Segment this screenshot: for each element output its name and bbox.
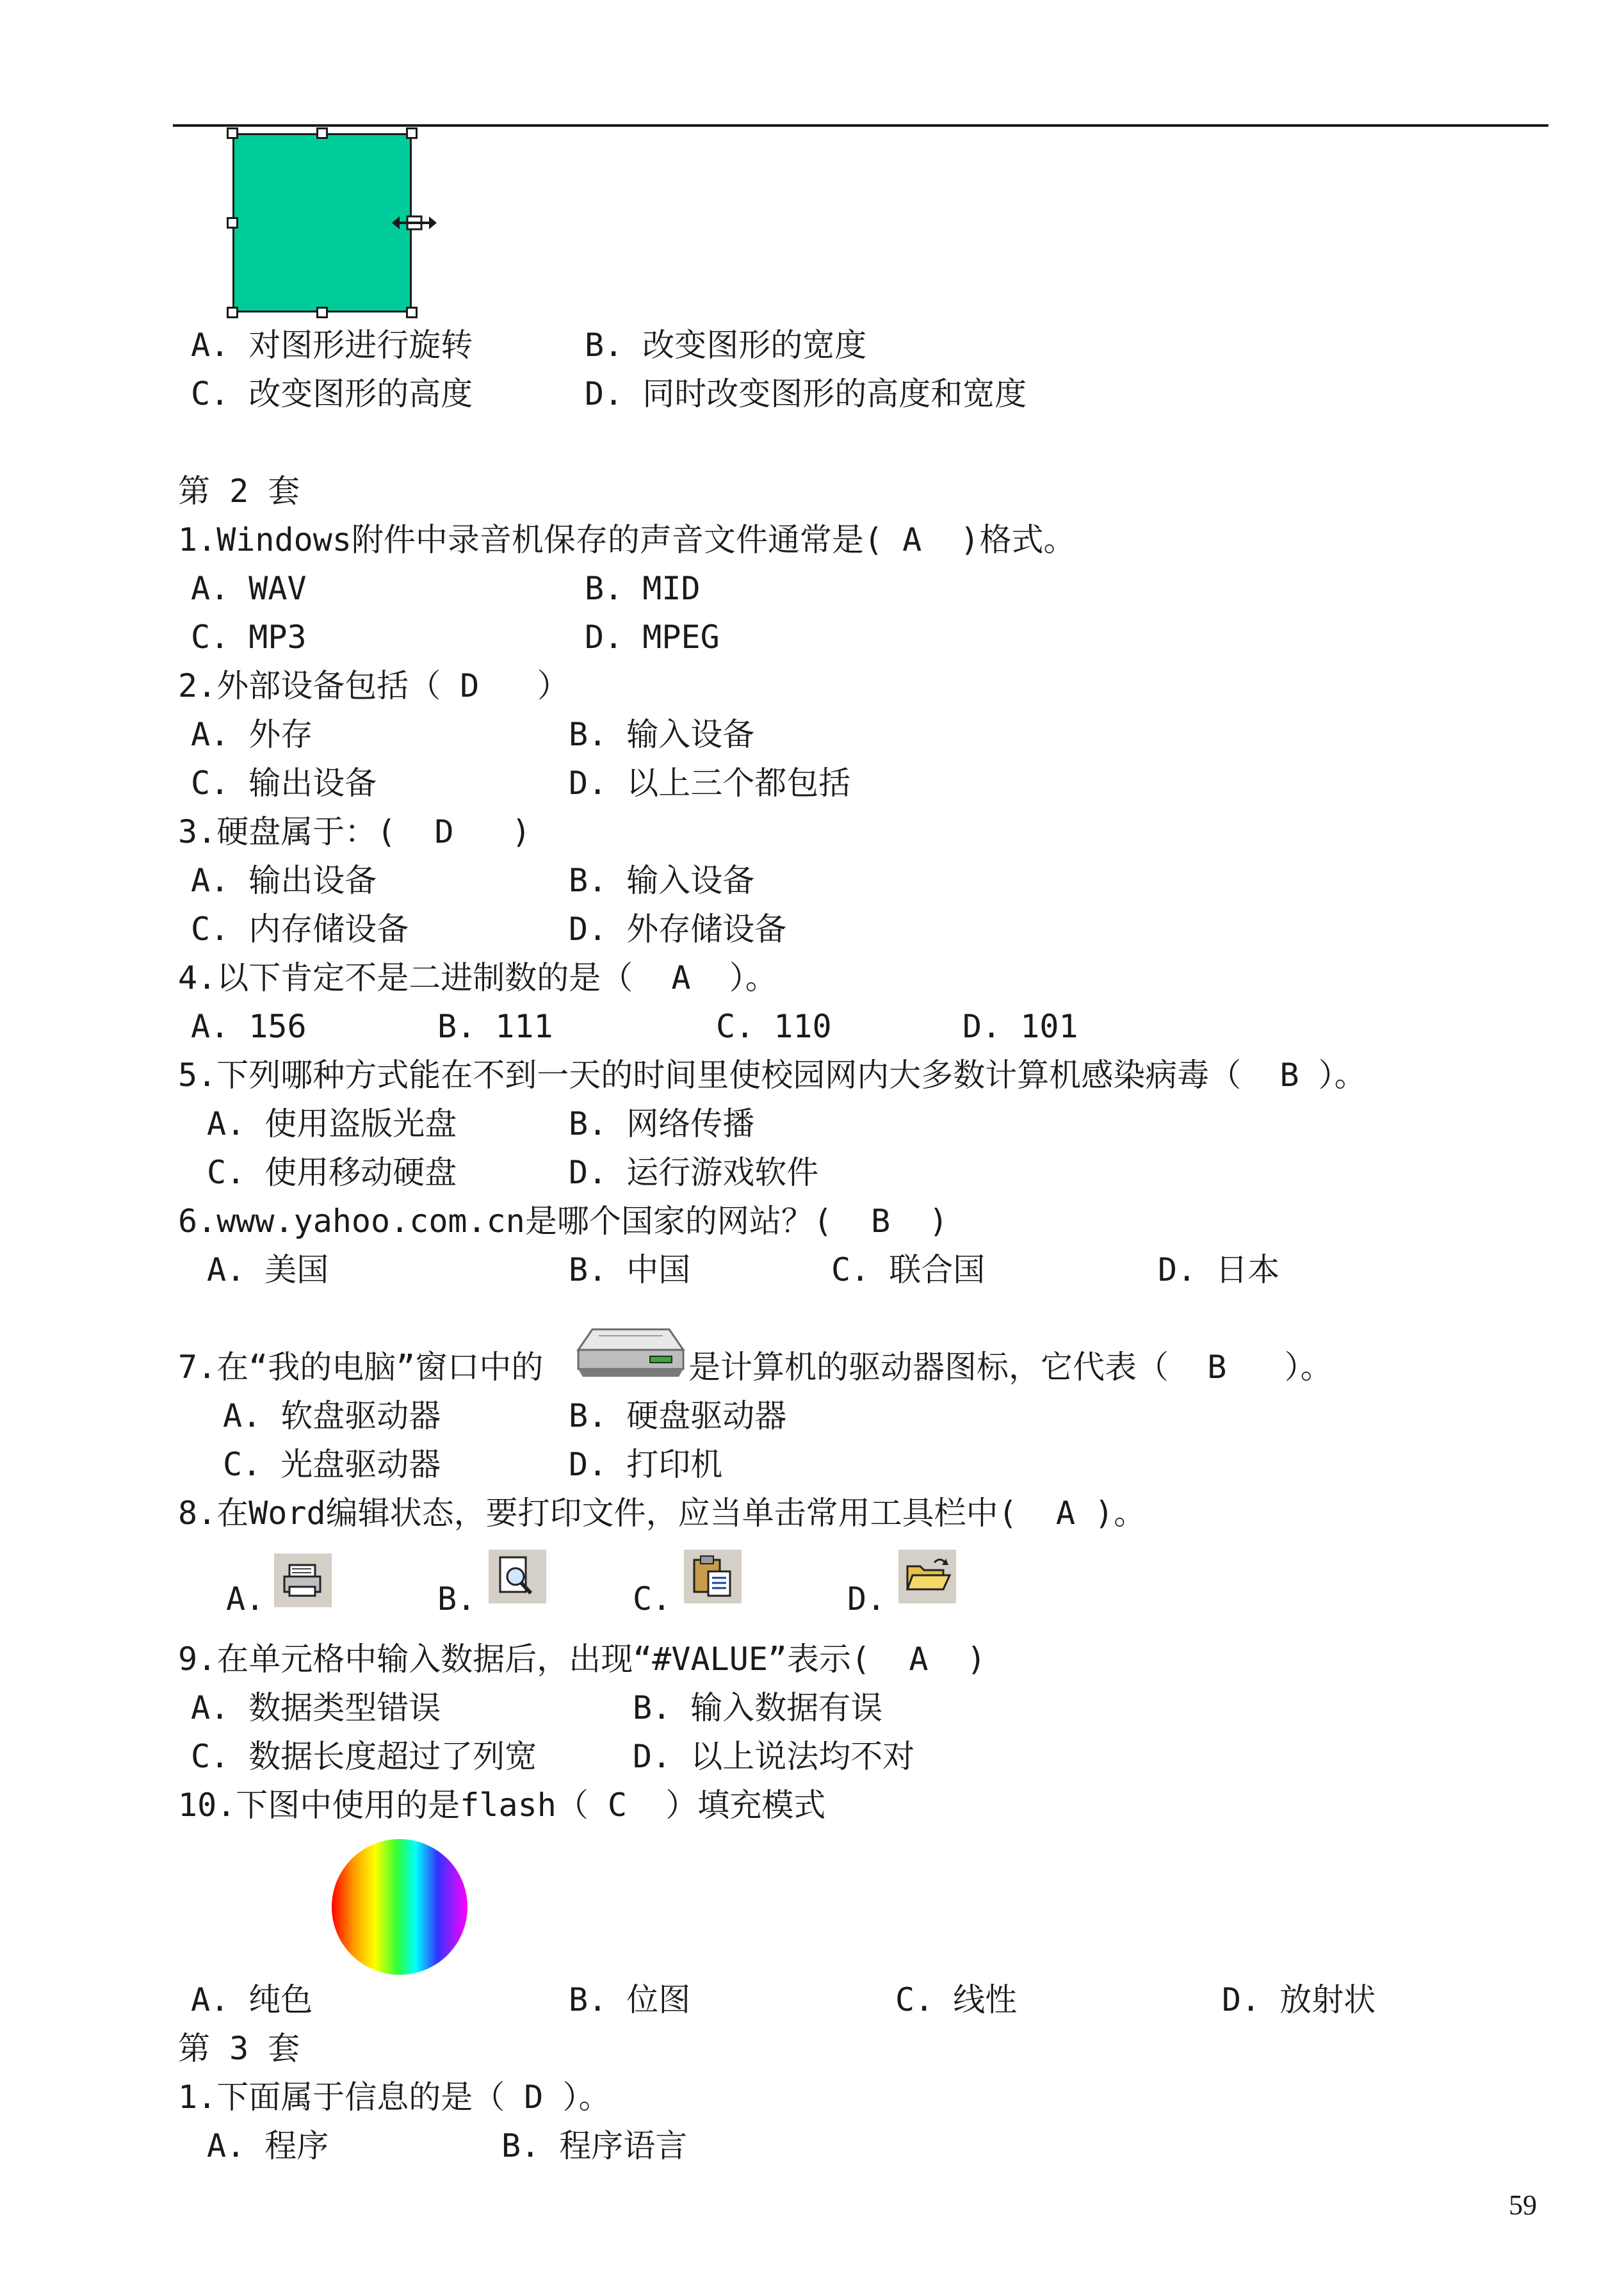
option-b: B. 硬盘驱动器 — [569, 1397, 787, 1434]
option-d: D. 外存储设备 — [569, 911, 787, 948]
selection-handle — [227, 307, 238, 318]
printer-icon — [274, 1553, 332, 1607]
question-stem: 10.下图中使用的是flash（ C ）填充模式 — [178, 1787, 826, 1824]
selection-handle — [227, 127, 238, 139]
print-preview-icon — [489, 1550, 546, 1603]
question-stem: 9.在单元格中输入数据后，出现“#VALUE”表示( A ) — [178, 1641, 986, 1678]
question-stem: 3.硬盘属于：( D ) — [178, 813, 532, 850]
option-a: A. 输出设备 — [191, 862, 377, 899]
option-c: C. 内存储设备 — [191, 911, 409, 948]
linear-gradient-fill-ball-image — [332, 1839, 467, 1975]
question-stem: 4.以下肯定不是二进制数的是（ A ）。 — [178, 959, 777, 996]
open-folder-icon — [898, 1550, 956, 1603]
option-d: D. MPEG — [585, 619, 720, 656]
question-stem-continued: 是计算机的驱动器图标，它代表（ B ）。 — [688, 1349, 1333, 1386]
selection-handle — [227, 217, 238, 229]
option-d: D. 放射状 — [1222, 1981, 1376, 2018]
option-a: A. 美国 — [207, 1251, 329, 1288]
option-b: B. 输入数据有误 — [633, 1689, 883, 1726]
option-b: B. 输入设备 — [569, 716, 755, 753]
option-b: B. 111 — [437, 1008, 553, 1045]
option-b: B. 位图 — [569, 1981, 691, 2018]
option-c: C. — [633, 1580, 672, 1618]
option-a: A. 对图形进行旋转 — [191, 327, 473, 364]
option-a: A. — [226, 1580, 265, 1618]
section-title: 第 3 套 — [178, 2030, 300, 2067]
option-c: C. 光盘驱动器 — [223, 1446, 441, 1483]
question-stem: 6.www.yahoo.com.cn是哪个国家的网站？( B ) — [178, 1203, 948, 1240]
horizontal-resize-cursor-icon — [392, 211, 437, 234]
option-a: A. 纯色 — [191, 1981, 313, 2018]
selection-handle — [316, 127, 328, 139]
option-a: A. 软盘驱动器 — [223, 1397, 441, 1434]
option-a: A. 外存 — [191, 716, 313, 753]
question-stem: 5.下列哪种方式能在不到一天的时间里使校园网内大多数计算机感染病毒（ B ）。 — [178, 1057, 1367, 1094]
selection-handle — [406, 127, 418, 139]
option-a: A. 数据类型错误 — [191, 1689, 441, 1726]
option-c: C. 线性 — [895, 1981, 1018, 2018]
option-d: D. 101 — [962, 1008, 1078, 1045]
option-c: C. 联合国 — [831, 1251, 986, 1288]
selection-handle — [406, 307, 418, 318]
question-stem: 7.在“我的电脑”窗口中的 — [178, 1349, 544, 1386]
option-d: D. 运行游戏软件 — [569, 1154, 819, 1191]
header-rule — [173, 124, 1548, 127]
option-c: C. 输出设备 — [191, 765, 377, 802]
hard-drive-icon — [573, 1318, 688, 1382]
green-rectangle — [232, 133, 412, 312]
option-b: B. 程序语言 — [501, 2127, 688, 2164]
option-a: A. WAV — [191, 570, 307, 607]
question-stem: 8.在Word编辑状态，要打印文件，应当单击常用工具栏中( A )。 — [178, 1495, 1146, 1532]
question-stem: 1.Windows附件中录音机保存的声音文件通常是( A )格式。 — [178, 521, 1076, 558]
option-d: D. — [847, 1580, 886, 1618]
option-c: C. 使用移动硬盘 — [207, 1154, 457, 1191]
option-d: D. 以上三个都包括 — [569, 765, 851, 802]
option-b: B. 改变图形的宽度 — [585, 327, 867, 364]
option-a: A. 程序 — [207, 2127, 329, 2164]
selection-handle — [316, 307, 328, 318]
option-b: B. — [437, 1580, 476, 1618]
page-number: 59 — [1509, 2189, 1537, 2221]
question-stem: 2.外部设备包括（ D ） — [178, 667, 569, 704]
option-d: D. 日本 — [1158, 1251, 1280, 1288]
option-d: D. 以上说法均不对 — [633, 1738, 915, 1775]
option-c: C. 数据长度超过了列宽 — [191, 1738, 537, 1775]
option-c: C. 110 — [716, 1008, 832, 1045]
option-d: D. 同时改变图形的高度和宽度 — [585, 375, 1027, 412]
option-d: D. 打印机 — [569, 1446, 723, 1483]
option-c: C. MP3 — [191, 619, 307, 656]
option-c: C. 改变图形的高度 — [191, 375, 473, 412]
question-stem: 1.下面属于信息的是（ D ）。 — [178, 2079, 611, 2116]
option-b: B. 网络传播 — [569, 1105, 755, 1142]
option-b: B. 输入设备 — [569, 862, 755, 899]
option-b: B. MID — [585, 570, 701, 607]
option-b: B. 中国 — [569, 1251, 691, 1288]
option-a: A. 156 — [191, 1008, 307, 1045]
section-title: 第 2 套 — [178, 473, 300, 510]
paste-icon — [684, 1550, 742, 1603]
option-a: A. 使用盗版光盘 — [207, 1105, 457, 1142]
